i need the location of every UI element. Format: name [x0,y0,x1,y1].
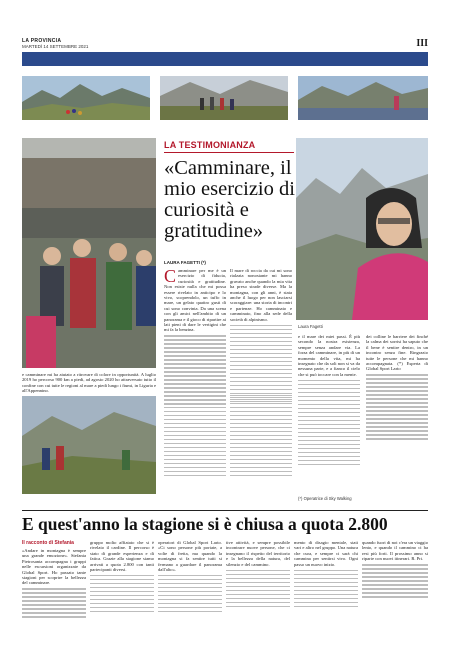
header-color-band [22,52,428,66]
bottom-text-1: «Andare in montagna è sempre una grande emozione». Stefania Pietrosanta accompagna i gruppi nelle escursioni organizzate da Global Sport. Ho passato tante stagioni per scoprire la bellezza del camminare. [22,548,86,586]
bottom-text-2: gruppo molto affiatato che si è rivelato il cardine. Il percorso è stato di grande esperienza e di fatica. Grazie alla stagione siamo arrivati a quota 2.800 con tanti partecipanti diversi. [90,540,154,573]
feature-column-4 [298,334,360,467]
bottom-column-1 [22,548,86,619]
section-divider [164,152,294,153]
feature-column-2 [230,268,292,404]
photo-mountain-valley [22,76,150,120]
bottom-text-5: mento di disagio mentale, stati vari e altro nel gruppo. Una natura che cura, e sempre ci sarà chi cammina per sentirsi vivo. Ogni passo un nuovo inizio. [294,540,358,567]
bottom-headline: E quest'anno la stagione si è chiusa a quota 2.800 [22,514,388,534]
issue-date: MARTEDÌ 14 SETTEMBRE 2021 [22,44,89,49]
section-label: LA TESTIMONIANZA [164,140,256,150]
bottom-text-3: operatori di Global Sport Lario. «Ci sono persone più portate, a volte di fretta, ma quando la montagna si fa sentire tutti si fermano a guardare il panorama dall'alto». [158,540,222,573]
feature-column-5 [366,334,428,441]
bottom-column-2 [90,540,154,614]
feature-byline: LAURA FAGETTI (*) [164,260,206,265]
photo-laura-fagetti [296,138,428,320]
bottom-text-6: quando fuori di noi c'era un viaggio lento, e quando il cammino ci ha resi più forti. Il prossimo anno si riparte con nuovi itinerari. R. Pri. [362,540,428,562]
feature-column-1b [164,392,226,478]
bottom-column-4 [226,540,290,609]
feature-column-1 [164,268,226,406]
photo-trail-hikers [22,396,156,494]
photo-mountain-lake [298,76,428,120]
feature-text-2: Il mare di roccia da cui mi sono rialzata nonostante mi hanno gravato anche quando la mia vita ha preso strade diverse. Ma la montagna, con gli anni, è stata anche il luogo per non lasciarsi scoraggiare: una storia di incontri e partenze. Ho camminato e camminato, fino alla sede della società di alpinismo. [230,268,292,322]
photo-hikers-group [160,76,288,120]
feature-text-3: e camminare mi ha aiutato a ritrovare di colore in opportunità. A luglio 2019 ho percorso 900 km a piedi, ad agosto 2020 ho attraversato tutto il confine con cui tutte le regioni al mare a piedi lungo i fiumi, in Liguria e all'Appennino. [22,372,156,394]
article-divider [22,510,428,511]
feature-headline: «Camminare, il mio esercizio di curiosità e gratitudine» [164,157,295,242]
bottom-byline: Il racconto di Stefania [22,540,74,546]
feature-text-4: e il mare dei miei passi. È più secondo la nostra esistenza, sempre senza andare via. La forza del camminare, in più di un momento della vita, mi ha insegnato che da soli non si va da nessuna parte, e a fianco il cielo che si può toccare con la mente. [298,334,360,377]
author-note: (*) Operatrice di Sky Walking [298,496,352,501]
photo-hikers-portrait [22,138,156,368]
feature-column-left [22,372,156,394]
photo-caption: Laura Fagetti [298,324,323,329]
newspaper-name: LA PROVINCIA [22,38,62,44]
drop-cap: C [164,266,177,286]
bottom-column-6 [362,540,428,599]
bottom-column-5 [294,540,358,609]
feature-text-5: dei colline le barriere dei finché la calma dei sorrisi ha saputo che il bene è sentire dentro, in un incontro senza fine. Ringrazio tutte le persone che mi hanno accompagnata. (*) Esperta di Global Sport Lario [366,334,428,372]
feature-text-1: amminare per me è un esercizio di fiducia, curiosità e gratitudine. Non esiste nulla che mi possa essere rivelato in anticipo e lo vivo, scoprendolo, un tuffo in mare, un gelato quattro gusti di cui sono convinta. Da una scena con gli amici nell'ambito di un panorama e il gioco di ripartire ai lati pieni di dare le vertigini che mi fa la benzina. [164,268,226,333]
bottom-text-4: tive attività, e sempre possibile incontrare nuove persone, che ci insegnano il rispetto del territorio e la bellezza della natura, del silenzio e del cammino. [226,540,290,567]
bottom-column-3 [158,540,222,614]
feature-column-2b [230,392,292,478]
page-number: III [416,38,428,49]
